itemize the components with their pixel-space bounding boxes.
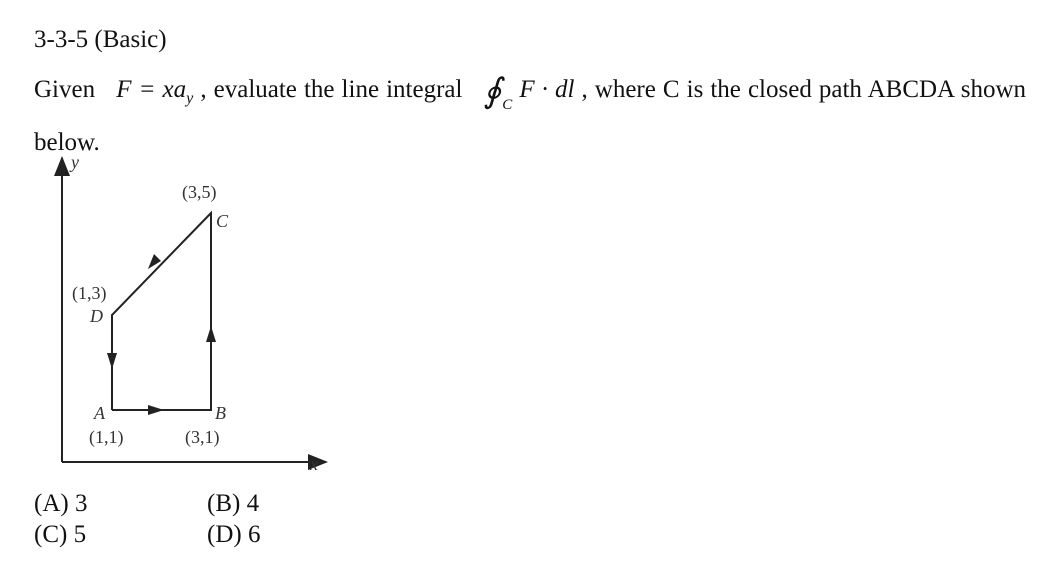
choice-d-key: (D) bbox=[207, 521, 242, 548]
choice-a-value: 3 bbox=[74, 490, 88, 517]
problem-id: 3-3-5 (Basic) bbox=[34, 26, 167, 53]
tail-text: , where C is the closed path ABCDA shown below. bbox=[34, 76, 1027, 156]
point-a-coord: (1,1) bbox=[89, 427, 124, 447]
point-d-coord: (1,3) bbox=[72, 283, 107, 303]
choice-c[interactable] bbox=[34, 520, 86, 550]
path-diagram bbox=[44, 150, 344, 480]
contour-integral-symbol: ∮ bbox=[483, 73, 502, 110]
choice-d-value: 6 bbox=[247, 521, 261, 548]
choice-a[interactable] bbox=[34, 489, 87, 519]
y-axis-label: y bbox=[71, 152, 79, 172]
field-eq: = xa bbox=[138, 76, 187, 103]
arrow-bc bbox=[206, 326, 216, 342]
mid-text: , evaluate the line integral bbox=[200, 76, 463, 103]
path-diagram-svg bbox=[44, 150, 344, 480]
closed-path-abcda bbox=[112, 213, 211, 410]
integrand: F · dl bbox=[519, 76, 575, 103]
x-axis-label: x bbox=[310, 454, 318, 474]
point-c-coord: (3,5) bbox=[182, 182, 217, 202]
arrow-ab bbox=[148, 405, 164, 415]
arrow-da bbox=[107, 353, 117, 369]
point-b-coord: (3,1) bbox=[185, 427, 220, 447]
point-a-label: A bbox=[94, 403, 105, 423]
point-d-label: D bbox=[90, 306, 103, 326]
choice-c-key: (C) bbox=[34, 521, 68, 548]
field-lhs: F bbox=[116, 76, 132, 103]
choice-b[interactable] bbox=[207, 489, 259, 519]
point-c-label: C bbox=[216, 211, 229, 231]
choice-a-key: (A) bbox=[34, 490, 69, 517]
choice-b-value: 4 bbox=[246, 490, 260, 517]
choice-d[interactable] bbox=[207, 520, 260, 550]
given-word: Given bbox=[34, 76, 96, 103]
choice-c-value: 5 bbox=[73, 521, 87, 548]
field-subscript: y bbox=[186, 90, 194, 107]
integral-subscript: C bbox=[502, 97, 513, 113]
choice-b-key: (B) bbox=[207, 490, 241, 517]
point-b-label: B bbox=[215, 403, 226, 423]
